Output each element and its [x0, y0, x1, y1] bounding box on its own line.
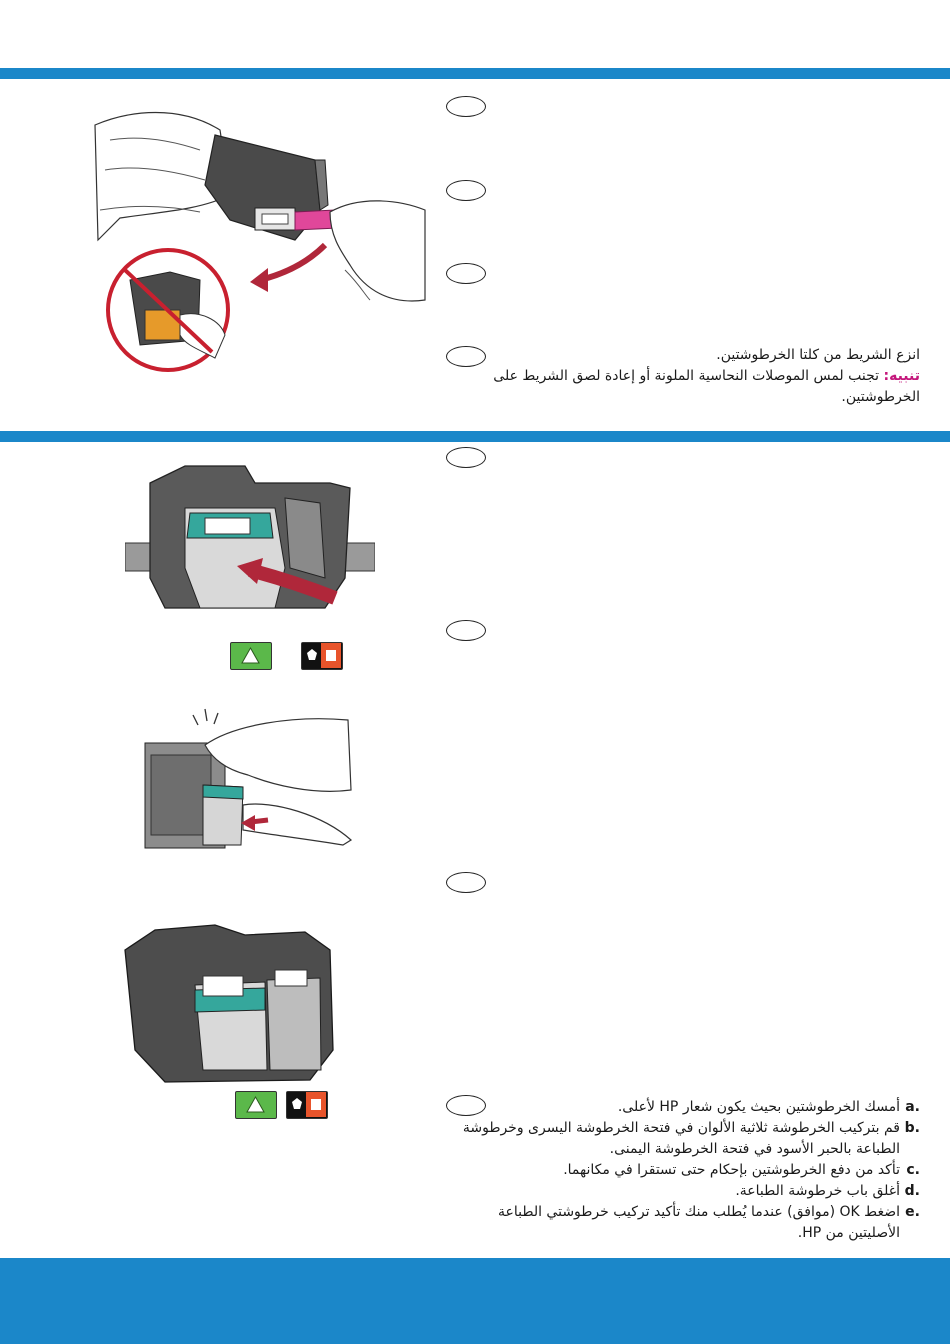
step-letter: b.: [904, 1120, 920, 1136]
black-slot-icon: [286, 1091, 328, 1119]
installed-cartridges-illustration: [115, 910, 340, 1085]
step-letter: c.: [906, 1162, 920, 1178]
caution-label: تنبيه:: [883, 368, 920, 384]
step-text: أمسك الخرطوشتين بحيث يكون شعار HP لأعلى.: [617, 1099, 900, 1115]
language-oval: [446, 180, 486, 201]
bottom-band: [0, 1258, 950, 1344]
no-touch-icon: [108, 250, 228, 370]
language-oval: [446, 263, 486, 284]
step-letter: a.: [905, 1099, 920, 1115]
black-slot-icon: [301, 642, 343, 670]
language-oval: [446, 96, 486, 117]
step-c: [460, 1160, 920, 1181]
caution-paragraph: [480, 366, 920, 408]
language-oval: [446, 872, 486, 893]
step-text: اضغط OK (موافق) عندما يُطلب منك تأكيد تركيب خرطوشتي الطباعة الأصليتين من HP.: [497, 1204, 900, 1241]
remove-tape-line: انزع الشريط من كلتا الخرطوشتين.: [716, 347, 920, 363]
step-letter: d.: [904, 1183, 920, 1199]
step-letter: e.: [905, 1204, 920, 1220]
step-text: قم بتركيب الخرطوشة ثلاثية الألوان في فتحة الخرطوشة اليسرى وخرطوشة الطباعة بالحبر الأسود في فتحة الخرطوشة اليمنى.: [462, 1120, 900, 1157]
insert-cartridge-illustration: [125, 458, 375, 618]
step-a: [460, 1097, 920, 1118]
step-d: [460, 1181, 920, 1202]
insert-steps-list: [460, 1097, 920, 1244]
step-text: أغلق باب خرطوشة الطباعة.: [735, 1183, 900, 1199]
middle-rule: [0, 431, 950, 442]
step-b: [460, 1118, 920, 1160]
step-text: تأكد من دفع الخرطوشتين بإحكام حتى تستقرا في مكانهما.: [563, 1162, 900, 1178]
language-oval: [446, 447, 486, 468]
top-rule: [0, 68, 950, 79]
push-cartridge-illustration: [143, 705, 353, 855]
tricolor-slot-icon: [235, 1091, 277, 1119]
remove-tape-illustration: [90, 100, 430, 375]
tricolor-slot-icon: [230, 642, 272, 670]
step-e: [460, 1202, 920, 1244]
caution-text: تجنب لمس الموصلات النحاسية الملونة أو إعادة لصق الشريط على الخرطوشتين.: [493, 368, 920, 405]
remove-tape-instructions: [480, 345, 920, 408]
language-oval: [446, 620, 486, 641]
